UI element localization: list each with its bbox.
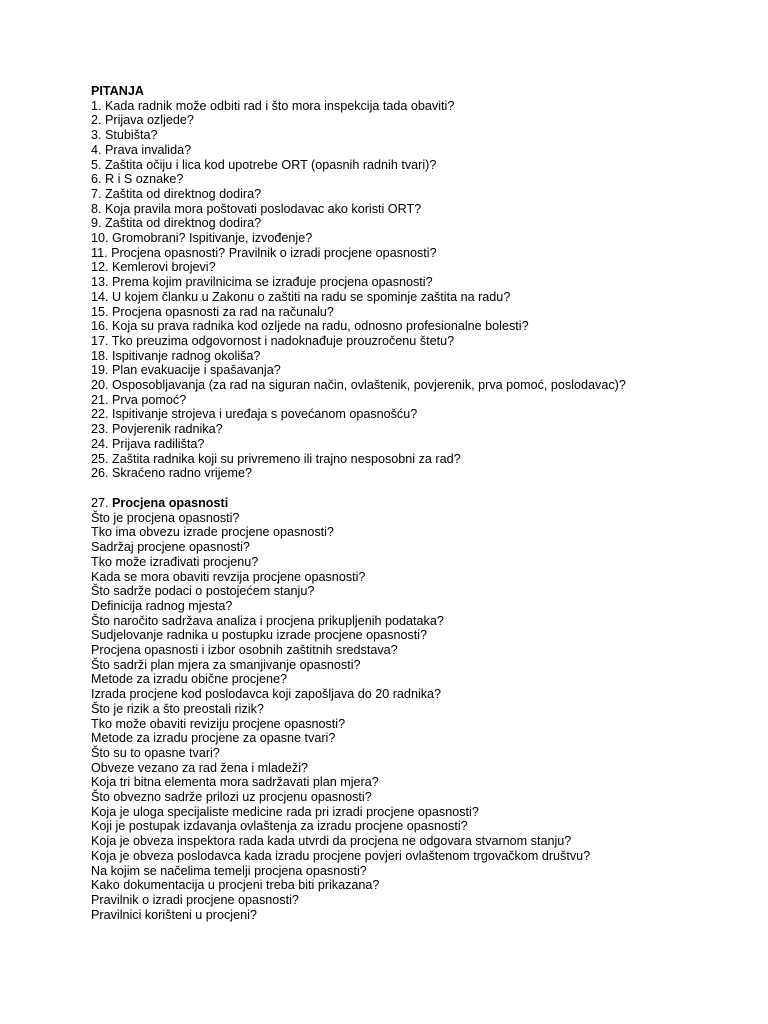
section-item-list	[91, 511, 751, 923]
section-question-item: Izrada procjene kod poslodavca koji zapošljava do 20 radnika?	[91, 687, 442, 702]
section-spacer	[91, 481, 751, 496]
question-item: 12. Kemlerovi brojevi?	[91, 260, 216, 275]
question-item: 7. Zaštita od direktnog dodira?	[91, 186, 262, 201]
section-question-item: Što je rizik a što preostali rizik?	[91, 701, 264, 716]
question-item: 24. Prijava radilišta?	[91, 436, 205, 451]
section-title: Procjena opasnosti	[112, 495, 229, 510]
question-item: 26. Skraćeno radno vrijeme?	[91, 466, 253, 481]
section-question-item: Obveze vezano za rad žena i mladeži?	[91, 760, 309, 775]
question-item: 11. Procjena opasnosti? Pravilnik o izradi procjene opasnosti?	[91, 245, 437, 260]
question-item: 9. Zaštita od direktnog dodira?	[91, 216, 262, 231]
section-question-item: Što sadrži plan mjera za smanjivanje opasnosti?	[91, 657, 361, 672]
section-heading	[91, 496, 751, 511]
question-item: 19. Plan evakuacije i spašavanja?	[91, 363, 281, 378]
section-question-item: Koji je postupak izdavanja ovlaštenja za izradu procjene opasnosti?	[91, 819, 468, 834]
section-question-item: Kada se mora obaviti revzija procjene opasnosti?	[91, 569, 366, 584]
question-item: 8. Koja pravila mora poštovati poslodavac ako koristi ORT?	[91, 201, 422, 216]
question-item: 10. Gromobrani? Ispitivanje, izvođenje?	[91, 231, 313, 246]
question-item: 5. Zaštita očiju i lica kod upotrebe ORT (opasnih radnih tvari)?	[91, 157, 437, 172]
section-question-item: Koja je uloga specijaliste medicine rada pri izradi procjene opasnosti?	[91, 804, 479, 819]
section-question-item: Pravilnici korišteni u procjeni?	[91, 907, 257, 922]
question-item: 20. Osposobljavanja (za rad na siguran način, ovlaštenik, povjerenik, prva pomoć, poslodavac)?	[91, 378, 626, 393]
section-question-item: Definicija radnog mjesta?	[91, 598, 233, 613]
question-item: 13. Prema kojim pravilnicima se izrađuje procjena opasnosti?	[91, 275, 433, 290]
section-question-item: Što naročito sadržava analiza i procjena prikupljenih podataka?	[91, 613, 444, 628]
document-page	[91, 84, 751, 922]
question-item: 3. Stubišta?	[91, 128, 158, 143]
section-question-item: Na kojim se načelima temelji procjena opasnosti?	[91, 863, 367, 878]
section-question-item: Sudjelovanje radnika u postupku izrade procjene opasnosti?	[91, 628, 428, 643]
question-item: 22. Ispitivanje strojeva i uređaja s povećanom opasnošću?	[91, 407, 418, 422]
section-question-item: Tko može izrađivati procjenu?	[91, 554, 259, 569]
section-question-item: Metode za izradu obične procjene?	[91, 672, 288, 687]
section-question-item: Pravilnik o izradi procjene opasnosti?	[91, 892, 299, 907]
section-question-item: Metode za izradu procjene za opasne tvari?	[91, 731, 336, 746]
question-item: 21. Prva pomoć?	[91, 392, 187, 407]
section-question-item: Sadržaj procjene opasnosti?	[91, 540, 250, 555]
page-heading: PITANJA	[91, 84, 144, 98]
question-item: 25. Zaštita radnika koji su privremeno ili trajno nesposobni za rad?	[91, 451, 461, 466]
section-question-item: Kako dokumentacija u procjeni treba biti prikazana?	[91, 878, 380, 893]
question-list	[91, 99, 751, 481]
question-item: 17. Tko preuzima odgovornost i nadoknađuje prouzročenu štetu?	[91, 333, 455, 348]
section-question-item: Što je procjena opasnosti?	[91, 510, 240, 525]
question-item: 15. Procjena opasnosti za rad na računalu?	[91, 304, 334, 319]
question-item: 6. R i S oznake?	[91, 172, 184, 187]
question-item: 4. Prava invalida?	[91, 142, 192, 157]
section-question-item: Koja tri bitna elementa mora sadržavati plan mjera?	[91, 775, 379, 790]
section-question-item: Tko ima obvezu izrade procjene opasnosti?	[91, 525, 334, 540]
section-question-item: Što su to opasne tvari?	[91, 745, 220, 760]
question-item: 2. Prijava ozljede?	[91, 113, 194, 128]
question-item: 16. Koja su prava radnika kod ozljede na radu, odnosno profesionalne bolesti?	[91, 319, 529, 334]
question-item: 14. U kojem članku u Zakonu o zaštiti na radu se spominje zaštita na radu?	[91, 289, 511, 304]
section-question-item: Što sadrže podaci o postojećem stanju?	[91, 584, 315, 599]
section-number: 27.	[91, 495, 109, 510]
section-question-item: Tko može obaviti reviziju procjene opasnosti?	[91, 716, 346, 731]
section-question-item: Što obvezno sadrže prilozi uz procjenu opasnosti?	[91, 790, 372, 805]
section-question-item: Koja je obveza poslodavca kada izradu procjene povjeri ovlaštenom trgovačkom društvu?	[91, 848, 591, 863]
question-item: 1. Kada radnik može odbiti rad i što mora inspekcija tada obaviti?	[91, 98, 455, 113]
section-question-item: Koja je obveza inspektora rada kada utvrdi da procjena ne odgovara stvarnom stanju?	[91, 834, 572, 849]
section-question-item: Procjena opasnosti i izbor osobnih zaštitnih sredstava?	[91, 643, 398, 658]
question-item: 23. Povjerenik radnika?	[91, 422, 223, 437]
question-item: 18. Ispitivanje radnog okoliša?	[91, 348, 261, 363]
